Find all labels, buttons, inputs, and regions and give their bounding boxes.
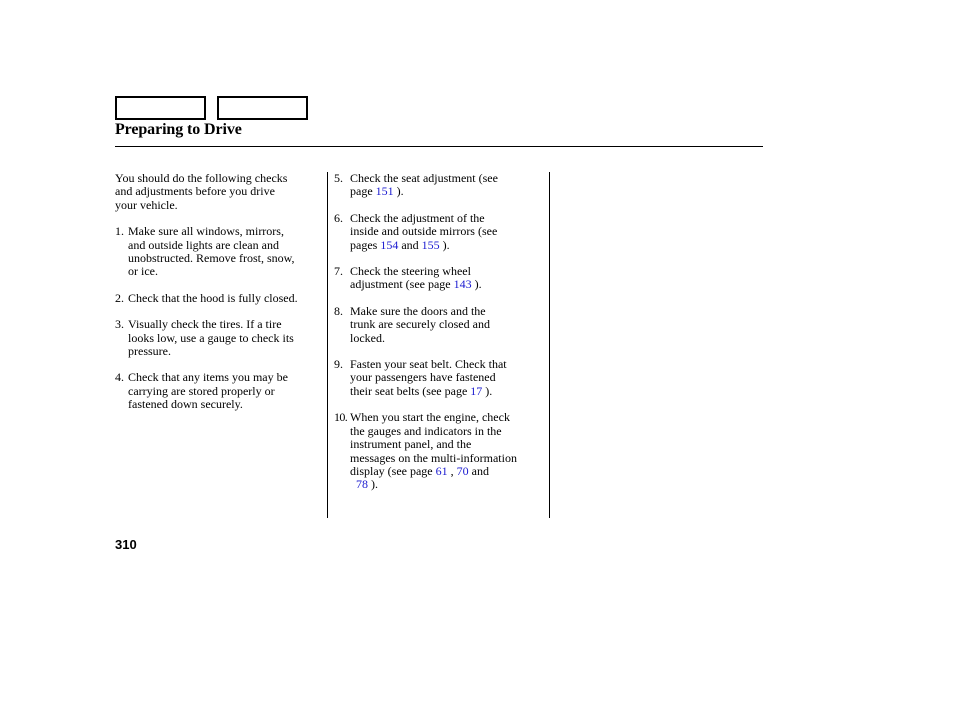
item-number: 4. xyxy=(115,370,124,385)
column-left xyxy=(115,172,323,425)
checklist-item-2: 2. Check that the hood is fully closed. xyxy=(115,290,298,305)
item-number: 6. xyxy=(334,210,343,225)
nav-box-left[interactable] xyxy=(115,96,206,120)
item-number: 1. xyxy=(115,224,124,239)
page-link-61[interactable]: 61 xyxy=(435,463,448,478)
page-link-78[interactable]: 78 xyxy=(356,477,368,492)
column-middle xyxy=(334,172,544,505)
checklist-item-1: 1. Make sure all windows, mirrors, and outside lights are clean and unobstructed. Remove frost, snow, or ice. xyxy=(115,224,295,279)
nav-box-right[interactable] xyxy=(217,96,308,120)
page-link-17[interactable]: 17 xyxy=(470,383,483,398)
intro-paragraph: You should do the following checks and adjustments before you drive your vehicle. xyxy=(115,171,288,212)
checklist-item-10: 10. When you start the engine, check the gauges and indicators in the instrument panel, and the messages on the multi-information display (see page 61 , 70 and 78 ). xyxy=(334,410,517,492)
page-link-151[interactable]: 151 xyxy=(375,184,394,199)
checklist-item-7: 7. Check the steering wheel adjustment (see page 143 ). xyxy=(334,264,482,292)
item-number: 5. xyxy=(334,171,343,185)
page-link-70[interactable]: 70 xyxy=(456,463,469,478)
item-number: 9. xyxy=(334,357,343,372)
item-number: 7. xyxy=(334,264,343,279)
page-link-143[interactable]: 143 xyxy=(453,277,472,292)
checklist-item-6: 6. Check the adjustment of the inside and outside mirrors (see pages 154 and 155 ). xyxy=(334,210,498,252)
item-number: 3. xyxy=(115,317,124,332)
item-number: 10. xyxy=(334,410,348,425)
column-divider xyxy=(549,172,550,518)
checklist-item-3: 3. Visually check the tires. If a tire looks low, use a gauge to check its pressure. xyxy=(115,317,294,359)
item-number: 8. xyxy=(334,303,343,318)
page-link-154[interactable]: 154 xyxy=(380,237,399,252)
checklist-item-8: 8. Make sure the doors and the trunk are securely closed and locked. xyxy=(334,303,490,345)
header-rule xyxy=(115,146,763,147)
page-link-155[interactable]: 155 xyxy=(421,237,440,252)
checklist-item-9: 9. Fasten your seat belt. Check that your passengers have fastened their seat belts (see page 17 ). xyxy=(334,357,507,398)
item-number: 2. xyxy=(115,290,124,305)
checklist-item-5: 5. Check the seat adjustment (see page 151 ). xyxy=(334,171,498,199)
page-number: 310 xyxy=(115,537,137,552)
page-title: Preparing to Drive xyxy=(115,121,242,138)
checklist-item-4: 4. Check that any items you may be carrying are stored properly or fastened down securely. xyxy=(115,370,288,412)
column-divider xyxy=(327,172,328,518)
